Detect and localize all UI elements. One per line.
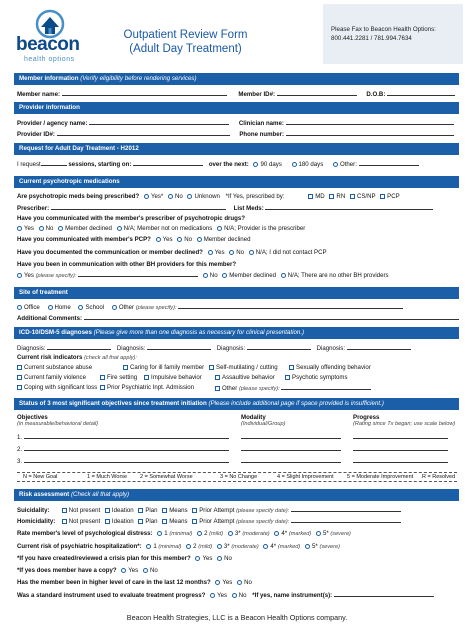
section-icd-header: [14, 327, 459, 339]
meds-yes-radio[interactable]: [144, 194, 149, 199]
higher-care-row: [17, 579, 252, 586]
section-meds-header: [14, 176, 459, 188]
objective-number: 1.: [17, 434, 23, 441]
section-title: Member information: [19, 75, 79, 82]
risk-checkbox[interactable]: [215, 386, 220, 391]
comments-row: [17, 314, 459, 322]
risk-checkbox[interactable]: [215, 375, 220, 380]
instrument-question: Was a standard instrument used to evaluate treatment progress?: [17, 592, 206, 599]
q5-no-label: No: [209, 272, 218, 279]
section-title: ICD-10/DSM-5 diagnoses: [19, 329, 92, 336]
rating-radio[interactable]: [146, 544, 151, 549]
rating-value: 5*: [311, 543, 318, 550]
q4-no-radio[interactable]: [229, 250, 234, 255]
suicidality-row: [17, 506, 401, 514]
request-row: [17, 160, 419, 168]
q2-no-label: No: [45, 225, 54, 232]
rating-radio[interactable]: [186, 544, 191, 549]
risk-indicator-label: Assaultive behavior: [222, 374, 275, 381]
instrument-name-field[interactable]: [334, 591, 434, 597]
q2-na-pcp-label: N/A; Provider is the prescriber: [224, 225, 306, 232]
progress-label: Progress: [353, 414, 380, 421]
home-label: Home: [54, 304, 71, 311]
checkbox[interactable]: [105, 519, 110, 524]
rn-label: RN: [336, 193, 346, 200]
modality-label: Modality: [241, 414, 266, 421]
no-radio[interactable]: [232, 593, 237, 598]
risk-indicators-hint: (check all that apply):: [84, 355, 137, 361]
no-label: No: [244, 579, 252, 586]
risk-indicator-label: Psychotic symptoms: [292, 374, 348, 381]
q2-yes-radio[interactable]: [17, 226, 22, 231]
option-label: Ideation: [111, 507, 134, 514]
prescriber-row: [17, 204, 433, 212]
objectives-col-header: [17, 414, 98, 428]
option-label: Prior Attempt: [199, 518, 235, 525]
modality-field[interactable]: [241, 433, 341, 439]
rating-hint: (minimal): [169, 531, 193, 537]
member-id-label: Member ID#:: [238, 91, 275, 98]
q5-declined-label: Member declined: [229, 272, 277, 279]
rating-radio[interactable]: [316, 531, 321, 536]
start-date-field[interactable]: [133, 160, 203, 166]
section-objectives-header: [14, 398, 459, 410]
scale-item: 3 = No Change: [220, 474, 258, 480]
site-other-radio[interactable]: [112, 305, 117, 310]
yes-label: Yes: [202, 555, 213, 562]
option-label: Ideation: [111, 518, 134, 525]
option-label: Plan: [145, 518, 158, 525]
suicidality-label: Suicidality:: [17, 507, 50, 514]
diagnosis-1-field[interactable]: [47, 344, 111, 350]
90-days-label: 90 days: [260, 161, 282, 168]
scale-item: 4 = Slight Improvement: [277, 474, 334, 480]
section-note: (Please include additional page if space provided is insufficient.): [208, 400, 384, 407]
objective-row-3: [17, 457, 448, 465]
checkbox[interactable]: [138, 508, 143, 513]
documented-question: Have you documented the communication or member declined?: [17, 249, 203, 256]
meds-prescribed-row: [17, 193, 400, 200]
modality-hint: (Individual/Group): [241, 421, 286, 427]
section-title: Site of treatment: [19, 289, 68, 296]
objective-number: 2.: [17, 446, 23, 453]
fax-box: [323, 4, 463, 64]
checkbox[interactable]: [138, 519, 143, 524]
rating-radio[interactable]: [263, 544, 268, 549]
rating-value: 4*: [270, 543, 277, 550]
q5-yes-label: Yes: [24, 272, 34, 279]
q4-no-label: No: [236, 249, 245, 256]
rating-hint: (severe): [330, 531, 351, 537]
objectives-hint: (in measurable/behavioral detail): [17, 421, 99, 427]
option-label: Prior Attempt: [199, 507, 235, 514]
q2-na-not-label: N/A; Member not on medications: [123, 225, 213, 232]
no-radio[interactable]: [217, 556, 222, 561]
section-title: Risk assessment: [19, 491, 70, 498]
title-line-2: (Adult Day Treatment): [129, 43, 242, 55]
md-checkbox[interactable]: [308, 194, 313, 199]
q2-no-radio[interactable]: [39, 226, 44, 231]
date-hint: (please specify date):: [236, 508, 290, 514]
option-label: Plan: [145, 507, 158, 514]
office-radio[interactable]: [17, 305, 22, 310]
q2-declined-label: Member declined: [65, 225, 112, 232]
site-options-row: [17, 303, 403, 311]
q4-yes-label: Yes: [214, 249, 225, 256]
rating-hint: (moderate): [231, 544, 259, 550]
other-days-radio[interactable]: [333, 162, 338, 167]
member-name-label: Member name:: [17, 91, 61, 98]
q3-declined-radio[interactable]: [197, 237, 202, 242]
no-label: No: [238, 592, 247, 599]
section-title: Request for Adult Day Treatment - H2012: [19, 145, 139, 152]
risk-indicator-label: Sexually offending behavior: [296, 364, 371, 371]
provider-id-field[interactable]: [57, 130, 230, 136]
q3-no-radio[interactable]: [177, 237, 182, 242]
q2-declined-radio[interactable]: [58, 226, 63, 231]
prescriber-field[interactable]: [51, 204, 226, 210]
q3-declined-label: Member declined: [203, 236, 251, 243]
prescriber-communication-question: Have you communicated with the member's prescriber of psychotropic drugs?: [17, 215, 245, 222]
brand-name: beacon: [16, 34, 80, 55]
yes-radio[interactable]: [215, 580, 220, 585]
bh-providers-options: [17, 271, 389, 279]
progress-field[interactable]: [353, 445, 448, 451]
diagnosis-2-label: Diagnosis:: [116, 345, 146, 352]
q2-yes-label: Yes: [24, 225, 34, 232]
pcp-communication-row: [17, 236, 250, 243]
meds-yes-label: Yes*: [150, 193, 164, 200]
objective-field[interactable]: [24, 433, 229, 439]
option-label: Not present: [68, 507, 101, 514]
site-specify-hint: (please specify):: [135, 305, 177, 311]
member-row: [17, 90, 455, 98]
diagnosis-row: [17, 344, 411, 352]
objective-row-1: [17, 433, 448, 441]
meds-unknown-radio[interactable]: [187, 194, 192, 199]
csnp-label: CS/NP: [356, 193, 376, 200]
rating-value: 1: [153, 543, 157, 550]
progress-field[interactable]: [353, 457, 448, 463]
risk-indicator-label: Caring for ill family member: [130, 364, 205, 371]
risk-checkbox[interactable]: [100, 385, 105, 390]
csnp-checkbox[interactable]: [350, 194, 355, 199]
provider-row-1: [17, 119, 454, 127]
q3-yes-radio[interactable]: [156, 237, 161, 242]
diagnosis-3-field[interactable]: [247, 344, 311, 350]
hospitalization-label: Current risk of psychiatric hospitalization*:: [17, 543, 142, 550]
plan-copy-row: [17, 567, 158, 574]
90-days-radio[interactable]: [253, 162, 258, 167]
180-days-label: 180 days: [298, 161, 324, 168]
meds-question: Are psychotropic meds being prescribed?: [17, 193, 140, 200]
rn-checkbox[interactable]: [329, 194, 334, 199]
meds-unknown-label: Unknown: [194, 193, 220, 200]
rating-radio[interactable]: [157, 531, 162, 536]
dob-field[interactable]: [387, 90, 455, 96]
plan-copy-question: *If yes does member have a copy?: [17, 567, 117, 574]
q5-no-radio[interactable]: [203, 273, 208, 278]
other-days-field[interactable]: [359, 160, 419, 166]
risk-checkbox[interactable]: [17, 365, 22, 370]
prescriber-communication-options: [17, 225, 305, 232]
yes-radio[interactable]: [210, 593, 215, 598]
fax-numbers: 800.441.2281 / 781.994.7634: [331, 34, 412, 42]
section-title: Provider information: [19, 104, 80, 111]
member-id-field[interactable]: [277, 90, 357, 96]
risk-checkbox[interactable]: [209, 365, 214, 370]
modality-field[interactable]: [241, 457, 341, 463]
prescribed-by-label: *If Yes, prescribed by:: [225, 193, 285, 200]
comments-field[interactable]: [84, 314, 459, 320]
school-radio[interactable]: [78, 305, 83, 310]
phone-field[interactable]: [286, 130, 454, 136]
section-provider-header: [14, 102, 459, 114]
q3-yes-label: Yes: [162, 236, 173, 243]
rating-value: 3*: [234, 530, 241, 537]
diagnosis-1-label: Diagnosis:: [17, 345, 46, 352]
section-note: (Check all that apply): [70, 491, 130, 498]
risk-checkbox[interactable]: [285, 375, 290, 380]
progress-col-header: [353, 414, 455, 428]
objective-field[interactable]: [24, 445, 229, 451]
title-line-1: Outpatient Review Form: [123, 29, 248, 41]
diagnosis-4-field[interactable]: [347, 344, 411, 350]
rating-hint: (mild): [209, 531, 224, 537]
risk-indicators-label: Current risk indicators: [17, 354, 83, 361]
risk-indicator-label: Impulsive behavior: [151, 374, 202, 381]
instrument-name-label: *If yes, name instrument(s):: [252, 592, 333, 599]
section-title: Current psychotropic medications: [19, 178, 120, 185]
risk-checkbox[interactable]: [144, 375, 149, 380]
scale-item: 1 = Much Worse: [87, 474, 128, 480]
checkbox[interactable]: [62, 519, 67, 524]
diagnosis-3-label: Diagnosis:: [216, 345, 246, 352]
office-label: Office: [24, 304, 40, 311]
objective-field[interactable]: [24, 457, 229, 463]
rating-hint: (minimal): [158, 544, 182, 550]
rating-hint: (mild): [198, 544, 213, 550]
over-label: over the next:: [208, 161, 249, 168]
higher-care-question: Has the member been in higher level of care in the last 12 months?: [17, 579, 211, 586]
yes-radio[interactable]: [195, 556, 200, 561]
yes-label: Yes: [128, 567, 139, 574]
section-note: (Verify eligibility before rendering services): [80, 75, 197, 82]
checkbox[interactable]: [162, 508, 167, 513]
option-label: Not present: [68, 518, 101, 525]
hospitalization-row: [17, 543, 340, 550]
md-label: MD: [315, 193, 325, 200]
meds-no-label: No: [174, 193, 183, 200]
agency-label: Provider / agency name:: [17, 120, 88, 127]
risk-indicator-label: Fire setting: [107, 374, 138, 381]
q4-na-radio[interactable]: [249, 250, 254, 255]
rating-hint: (moderate): [242, 531, 270, 537]
rating-value: 5*: [322, 530, 329, 537]
risk-indicator-label: Current substance abuse: [24, 364, 93, 371]
q5-specify-field[interactable]: [78, 271, 198, 277]
q3-no-label: No: [184, 236, 193, 243]
homicidality-row: [17, 517, 401, 525]
risk-checkbox[interactable]: [17, 385, 22, 390]
pcp-checkbox[interactable]: [380, 194, 385, 199]
risk-checkbox[interactable]: [17, 375, 22, 380]
180-days-radio[interactable]: [292, 162, 297, 167]
homicidality-label: Homicidality:: [17, 518, 56, 525]
risk-indicator-label: Other: [222, 385, 238, 392]
school-label: School: [85, 304, 105, 311]
section-member-header: [14, 73, 459, 85]
risk-indicator-label: Self-mutilating / cutting: [216, 364, 278, 371]
progress-field[interactable]: [353, 433, 448, 439]
q5-declined-radio[interactable]: [222, 273, 227, 278]
progress-scale-legend: [17, 472, 457, 482]
provider-id-label: Provider ID#:: [17, 131, 55, 138]
no-label: No: [224, 555, 232, 562]
no-label: No: [149, 567, 158, 574]
checkbox[interactable]: [192, 519, 197, 524]
scale-item: 2 = Somewhat Worse: [140, 474, 193, 480]
modality-col-header: [241, 414, 285, 428]
request-label: I request: [17, 161, 41, 168]
crisis-plan-row: [17, 555, 232, 562]
risk-indicator-label: Prior Psychiatric Inpt. Admission: [107, 384, 195, 391]
risk-other-hint: (please specify):: [238, 386, 280, 392]
rating-value: 4*: [281, 530, 288, 537]
checkbox[interactable]: [192, 508, 197, 513]
provider-row-2: [17, 130, 454, 138]
documented-row: [17, 249, 327, 256]
sessions-count-field[interactable]: [41, 160, 67, 166]
rating-value: 2: [204, 530, 208, 537]
agency-field[interactable]: [89, 119, 229, 125]
site-other-label: Other: [118, 304, 135, 311]
site-other-field[interactable]: [178, 303, 403, 309]
yes-radio[interactable]: [121, 568, 126, 573]
rating-value: 2: [193, 543, 197, 550]
clinician-label: Clinician name:: [238, 120, 284, 127]
clinician-field[interactable]: [286, 119, 454, 125]
rating-radio[interactable]: [197, 531, 202, 536]
checkbox[interactable]: [62, 508, 67, 513]
checkbox[interactable]: [162, 519, 167, 524]
q5-na-radio[interactable]: [281, 273, 286, 278]
section-risk-header: [14, 489, 459, 501]
rating-value: 3*: [223, 543, 230, 550]
q5-specify-hint: (please specify):: [35, 273, 77, 279]
risk-indicators-title: [17, 354, 137, 361]
scale-item: 5 = Moderate Improvement: [347, 474, 414, 480]
risk-indicator-label: Coping with significant loss: [24, 384, 98, 391]
prescriber-label: Prescriber:: [17, 205, 50, 212]
distress-label: Rate member's level of psychological distress:: [17, 530, 153, 537]
q5-yes-radio[interactable]: [17, 273, 22, 278]
risk-checkbox[interactable]: [289, 365, 294, 370]
objective-row-2: [17, 445, 448, 453]
meds-no-radio[interactable]: [168, 194, 173, 199]
form-title: [108, 28, 263, 56]
modality-field[interactable]: [241, 445, 341, 451]
option-label: Means: [169, 518, 188, 525]
objective-number: 3.: [17, 458, 23, 465]
risk-checkbox[interactable]: [100, 375, 105, 380]
rating-radio[interactable]: [274, 531, 279, 536]
section-site-header: [14, 287, 459, 299]
section-title: Status of 3 most significant objectives since treatment initiation: [19, 400, 207, 407]
risk-other-field[interactable]: [281, 384, 371, 390]
yes-label: Yes: [222, 579, 233, 586]
risk-indicator-label: Current family violence: [24, 374, 86, 381]
scale-item: R = Resolved: [422, 474, 456, 480]
rating-hint: (marked): [277, 544, 301, 550]
diagnosis-4-label: Diagnosis:: [316, 345, 346, 352]
dob-label: D.O.B:: [366, 91, 386, 98]
diagnosis-2-field[interactable]: [147, 344, 211, 350]
date-field[interactable]: [291, 506, 401, 512]
rating-value: 1: [164, 530, 168, 537]
other-days-label: Other:: [339, 161, 357, 168]
risk-checkbox[interactable]: [123, 365, 128, 370]
no-radio[interactable]: [143, 568, 148, 573]
progress-hint: (Rating since Tx began; use scale below): [353, 421, 456, 427]
rating-radio[interactable]: [228, 531, 233, 536]
q2-na-not-radio[interactable]: [117, 226, 122, 231]
date-field[interactable]: [291, 517, 401, 523]
yes-label: Yes: [217, 592, 228, 599]
option-label: Means: [169, 507, 188, 514]
q4-yes-radio[interactable]: [208, 250, 213, 255]
pcp-label: PCP: [387, 193, 400, 200]
crisis-plan-question: *If you have created/reviewed a crisis plan for this member?: [17, 555, 191, 562]
sessions-label: sessions, starting on:: [68, 161, 132, 168]
member-name-field[interactable]: [62, 90, 227, 96]
date-hint: (please specify date):: [236, 519, 290, 525]
instrument-row: [17, 591, 434, 599]
pcp-question: Have you communicated with member's PCP?: [17, 236, 151, 243]
comments-label: Additional Comments:: [17, 315, 82, 322]
phone-label: Phone number:: [239, 131, 285, 138]
rating-hint: (marked): [288, 531, 312, 537]
fax-label: Please Fax to Beacon Health Options:: [331, 26, 436, 33]
footer-text: Beacon Health Strategies, LLC is a Beacon Health Options company.: [126, 613, 348, 622]
no-radio[interactable]: [237, 580, 242, 585]
section-note: (Please give more than one diagnosis as necessary for clinical presentation.): [93, 329, 305, 336]
q5-na-label: N/A; There are no other BH providers: [287, 272, 389, 279]
distress-row: [17, 530, 351, 537]
brand-subtitle: health options: [24, 56, 75, 63]
rating-radio[interactable]: [305, 544, 310, 549]
q4-na-label: N/A; I did not contact PCP: [255, 249, 327, 256]
section-request-header: [14, 143, 459, 155]
scale-item: N = New Goal: [23, 474, 58, 480]
home-radio[interactable]: [48, 305, 53, 310]
checkbox[interactable]: [105, 508, 110, 513]
objectives-label: Objectives: [17, 414, 48, 421]
rating-hint: (severe): [319, 544, 340, 550]
q2-na-pcp-radio[interactable]: [217, 226, 222, 231]
bh-providers-question: Have you been in communication with other BH providers for this member?: [17, 261, 237, 268]
list-meds-field[interactable]: [265, 204, 433, 210]
rating-radio[interactable]: [217, 544, 222, 549]
list-meds-label: List Meds:: [233, 205, 264, 212]
